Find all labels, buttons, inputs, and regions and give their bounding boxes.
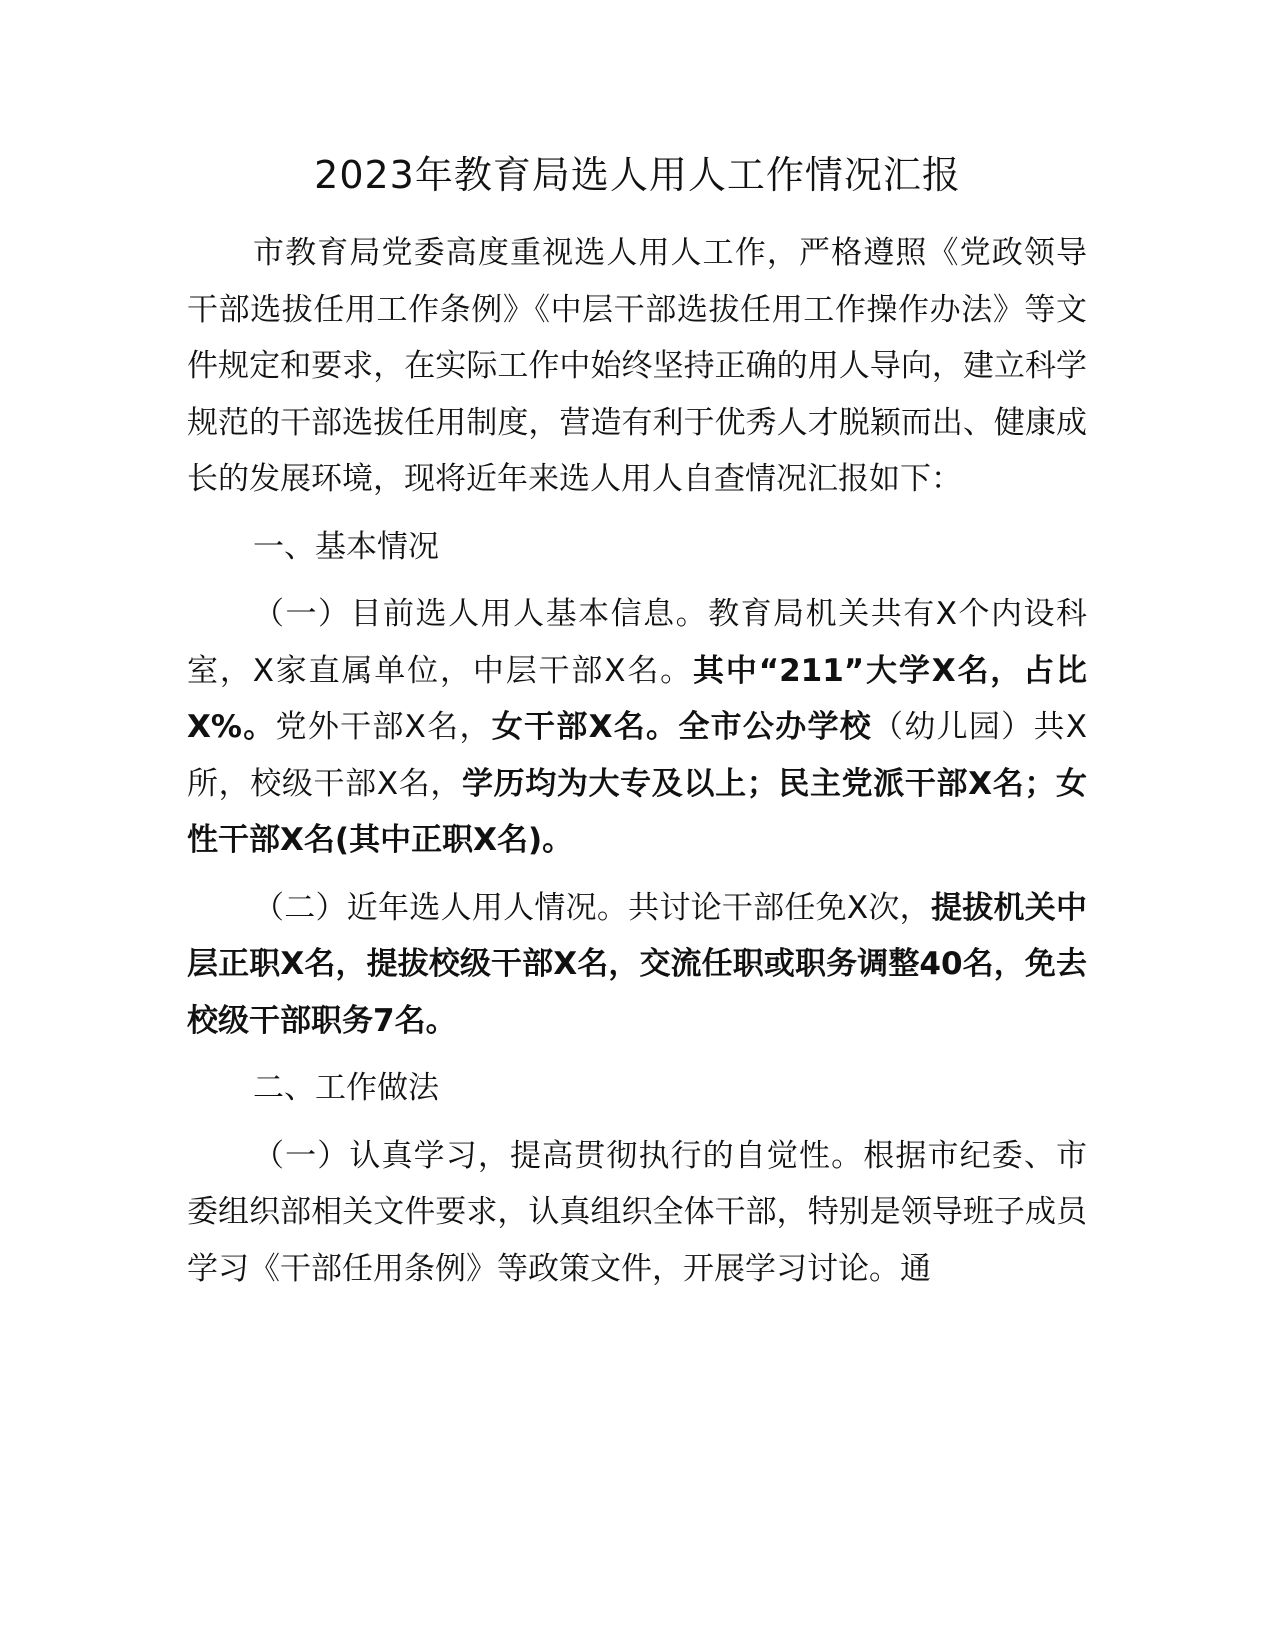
text-run-bold: 其中“211”大学X名，占比X%。	[187, 652, 1087, 745]
text-run-bold: 女干部X名。全市公办学校	[491, 709, 873, 745]
paragraph-study: （一）认真学习，提高贯彻执行的自觉性。根据市纪委、市委组织部相关文件要求，认真组织全体干部，特别是领导班子成员学习《干部任用条例》等政策文件，开展学习讨论。通	[187, 1137, 1087, 1287]
text-run-bold: 民主党派干部X名；女性干部X名(其中正职X名)。	[187, 765, 1087, 858]
section-heading-practices: 二、工作做法	[253, 1070, 439, 1106]
text-run-bold: 学历均为大专及以上；	[461, 765, 778, 802]
document-title: 2023年教育局选人用人工作情况汇报	[314, 153, 961, 197]
paragraph-recent-appointments	[187, 880, 1087, 1050]
text-run-bold: 提拔机关中层正职X名，	[187, 889, 1087, 982]
text-run-bold: 提拔校级干部X名，	[366, 946, 640, 982]
paragraph-basic-info	[187, 586, 1087, 869]
text-run-bold: 交流任职或职务调整40名，	[639, 946, 1025, 982]
text-run: （一）目前选人用人基本信息。教育局机关共有X个内设科室，X家直属单位，中层干部X名。	[187, 596, 1087, 689]
document-body	[187, 225, 1087, 1308]
section-heading-basic: 一、基本情况	[253, 528, 439, 565]
text-run-bold: 免去校级干部职务7名。	[187, 946, 1088, 1039]
intro-paragraph: 市教育局党委高度重视选人用人工作，严格遵照《党政领导干部选拔任用工作条例》《中层干部选拔任用工作操作办法》等文件规定和要求，在实际工作中始终坚持正确的用人导向，建立科学规范的干部选拔任用制度，营造有利于优秀人才脱颖而出、健康成长的发展环境，现将近年来选人用人自查情况汇报如下：	[187, 235, 1087, 497]
text-run: （二）近年选人用人情况。共讨论干部任免X次，	[253, 889, 931, 926]
text-run: （幼儿园）共X所，校级干部X名，	[187, 709, 1087, 802]
text-run: 党外干部X名，	[275, 709, 492, 745]
